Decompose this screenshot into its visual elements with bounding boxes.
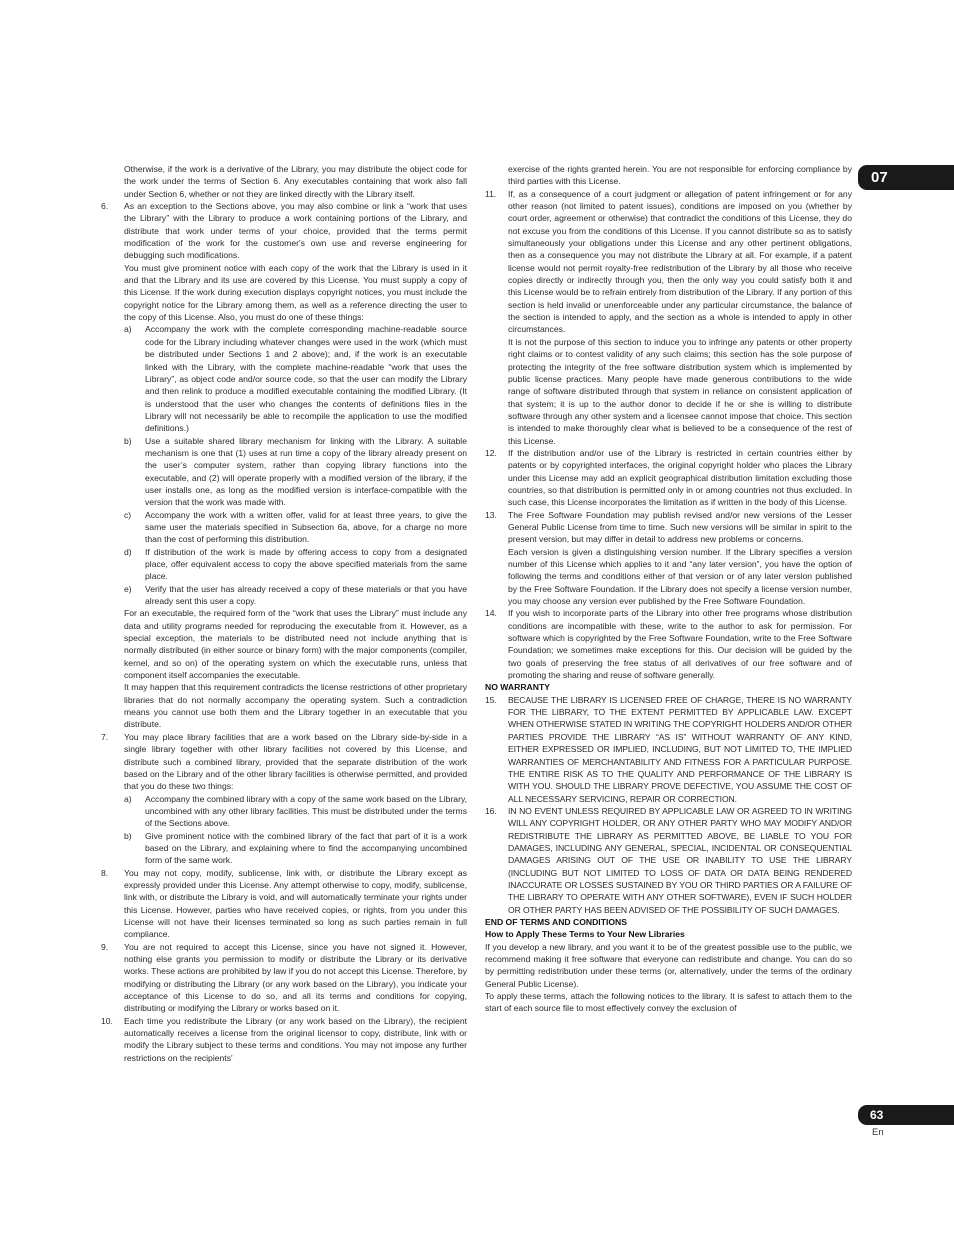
page-number-tab: 63: [858, 1105, 954, 1125]
paragraph: Accompany the combined library with a copy of the same work based on the Library, uncombined with any other library facilities. This must be distributed under the terms of the Sections above.: [145, 793, 467, 829]
paragraph: Accompany the work with the complete corresponding machine-readable source code for the Library including whatever changes were used in the work (which must be distributed under Sections 1 and 2 above); and, if the work is an executable linked with the Library, with the complete machine-readable “work that uses the Library”, as object code and/or source code, so that the user can modify the Library and then relink to produce a modified executable containing the modified Library. (It is understood that the user who changes the contents of definitions files in the Library will not necessarily be able to recompile the application to use the modified definitions.): [145, 324, 467, 434]
section-number: 15.: [485, 694, 497, 705]
paragraph: If you develop a new library, and you want it to be of the greatest possible use to the public, we recommend making it free software that everyone can redistribute and change. You can do so by permitting redistribution under these terms (or, alternatively, under the terms of the ordinary General Public License).: [485, 941, 852, 989]
how-to-apply-heading: How to Apply These Terms to Your New Libraries: [485, 929, 685, 940]
paragraph: Use a suitable shared library mechanism for linking with the Library. A suitable mechanism is one that (1) uses at run time a copy of the library already present on the user’s computer system, rather than copying library functions into the executable, and (2) will operate properly with a modified version of the library, if the user installs one, as long as the modified version is interface-compatible with the version that the work was made with.: [145, 435, 467, 508]
paragraph: As an exception to the Sections above, you may also combine or link a “work that uses the Library” with the Library to produce a work containing portions of the Library, and distribute that work under terms of your choice, provided that the terms permit modification of the work for the customer's own use and reverse engineering for debugging such modifications.: [124, 201, 467, 261]
paragraph: You are not required to accept this License, since you have not signed it. However, nothing else grants you permission to modify or distribute the Library or its derivative works. These actions are prohibited by law if you do not accept this License. Therefore, by modifying or distributing the Library (or any work based on the Library), you indicate your acceptance of this License to do so, and all its terms and conditions for copying, distributing or modifying the Library or works based on it.: [124, 941, 467, 1014]
section-number: 10.: [101, 1015, 113, 1026]
item-letter: d): [124, 546, 132, 557]
paragraph: Verify that the user has already received a copy of these materials or that you have already sent this user a copy.: [145, 583, 467, 607]
paragraph: The Free Software Foundation may publish revised and/or new versions of the Lesser General Public License from time to time. Such new versions will be similar in spirit to the present version, but may differ in detail to address new problems or concerns.: [508, 509, 852, 545]
paragraph: Each time you redistribute the Library (or any work based on the Library), the recipient automatically receives a license from the original licensor to copy, distribute, link with or modify the Library subject to these terms and conditions. You may not impose any further restrictions on the recipients': [124, 1015, 467, 1063]
left-column: [101, 163, 467, 1064]
section-6-item-e: [101, 583, 467, 608]
section-number: 16.: [485, 805, 497, 816]
paragraph: If distribution of the work is made by offering access to copy from a designated place, offer equivalent access to copy the above specified materials from the same place.: [145, 546, 467, 582]
section-6: [101, 200, 467, 323]
paragraph: IN NO EVENT UNLESS REQUIRED BY APPLICABLE LAW OR AGREED TO IN WRITING WILL ANY COPYRIGHT HOLDER, OR ANY OTHER PARTY WHO MAY MODIFY AND/OR REDISTRIBUTE THE LIBRARY AS PERMITTED ABOVE, BE LIABLE TO YOU FOR DAMAGES, INCLUDING ANY GENERAL, SPECIAL, INCIDENTAL OR CONSEQUENTIAL DAMAGES ARISING OUT OF THE USE OR INABILITY TO USE THE LIBRARY (INCLUDING BUT NOT LIMITED TO LOSS OF DATA OR DATA BEING RENDERED INACCURATE OR LOSSES SUSTAINED BY YOU OR THIRD PARTIES OR A FAILURE OF THE LIBRARY TO OPERATE WITH ANY OTHER SOFTWARE), EVEN IF SUCH HOLDER OR OTHER PARTY HAS BEEN ADVISED OF THE POSSIBILITY OF SUCH DAMAGES.: [508, 805, 852, 915]
section-13: [485, 509, 852, 608]
section-number: 6.: [101, 201, 109, 212]
paragraph: For an executable, the required form of the “work that uses the Library” must include any data and utility programs needed for reproducing the executable from it. However, as a special exception, the materials to be distributed need not include anything that is normally distributed (in either source or binary form) with the major components (compiler, kernel, and so on) of the operating system on which the executable runs, unless that component itself accompanies the executable.: [124, 608, 467, 681]
section-number: 7.: [101, 731, 109, 742]
section-number: 9.: [101, 941, 109, 952]
language-label: En: [872, 1127, 884, 1138]
section-number: 11.: [485, 188, 497, 199]
section-12: [485, 447, 852, 509]
paragraph: You must give prominent notice with each copy of the work that the Library is used in it and that the Library and its use are covered by this License. You must supply a copy of this License. If the work during execution displays copyright notices, you must include the copyright notice for the Library among them, as well as a reference directing the user to the copy of this License. Also, you must do one of these things:: [124, 262, 467, 323]
paragraph: If you wish to incorporate parts of the Library into other free programs whose distribution conditions are incompatible with these, write to the author to ask for permission. For software which is copyrighted by the Free Software Foundation, write to the Free Software Foundation; we sometimes make exceptions for this. Our decision will be guided by the two goals of preserving the free status of all derivatives of our free software and of promoting the sharing and reuse of software generally.: [508, 608, 852, 681]
section-number: 13.: [485, 509, 497, 520]
section-number: 14.: [485, 608, 497, 619]
paragraph: BECAUSE THE LIBRARY IS LICENSED FREE OF CHARGE, THERE IS NO WARRANTY FOR THE LIBRARY, TO THE EXTENT PERMITTED BY APPLICABLE LAW. EXCEPT WHEN OTHERWISE STATED IN WRITING THE COPYRIGHT HOLDERS AND/OR OTHER PARTIES PROVIDE THE LIBRARY “AS IS” WITHOUT WARRANTY OF ANY KIND, EITHER EXPRESSED OR IMPLIED, INCLUDING, BUT NOT LIMITED TO, THE IMPLIED WARRANTIES OF MERCHANTABILITY AND FITNESS FOR A PARTICULAR PURPOSE. THE ENTIRE RISK AS TO THE QUALITY AND PERFORMANCE OF THE LIBRARY IS WITH YOU. SHOULD THE LIBRARY PROVE DEFECTIVE, YOU ASSUME THE COST OF ALL NECESSARY SERVICING, REPAIR OR CORRECTION.: [508, 694, 852, 804]
section-11: [485, 188, 852, 447]
section-number: 12.: [485, 447, 497, 458]
section-number: 8.: [101, 867, 109, 878]
item-letter: a): [124, 793, 132, 804]
paragraph: It is not the purpose of this section to induce you to infringe any patents or other property right claims or to contest validity of any such claims; this section has the sole purpose of protecting the integrity of the free software distribution system which is implemented by public license practices. Many people have made generous contributions to the wide range of software distributed through that system in reliance on consistent application of that system; it is up to the author donor to decide if he or she is willing to distribute software through any other system and a licensee cannot impose that choice. This section is intended to make thoroughly clear what is believed to be a consequence of the rest of this License.: [508, 336, 852, 446]
section-6-item-b: [101, 435, 467, 509]
item-letter: c): [124, 509, 132, 520]
section-6-item-c: [101, 509, 467, 546]
paragraph: It may happen that this requirement contradicts the license restrictions of other proprietary libraries that do not normally accompany the operating system. Such a contradiction means you cannot use both them and the Library together in an executable that you distribute.: [124, 682, 467, 730]
paragraph: If the distribution and/or use of the Library is restricted in certain countries either by patents or by copyrighted interfaces, the original copyright holder who places the Library under this License may add an explicit geographical distribution limitation excluding those countries, so that distribution is permitted only in or among countries not thus excluded. In such case, this License incorporates the limitation as if written in the body of this License.: [508, 447, 852, 508]
section-14: [485, 607, 852, 681]
section-8: [101, 867, 467, 941]
no-warranty-heading: NO WARRANTY: [485, 682, 550, 693]
section-6-item-d: [101, 546, 467, 583]
section-7-item-a: [101, 793, 467, 830]
paragraph: If, as a consequence of a court judgment or allegation of patent infringement or for any other reason (not limited to patent issues), conditions are imposed on you (whether by court order, agreement or otherwise) that contradict the conditions of this License, they do not excuse you from the conditions of this License. If you cannot distribute so as to satisfy simultaneously your obligations under this License and any other pertinent obligations, then as a consequence you may not distribute the Library at all. For example, if a patent license would not permit royalty-free redistribution of the Library by all those who receive copies directly or indirectly through you, then the only way you could satisfy both it and this License would be to refrain entirely from distribution of the Library. If any portion of this section is held invalid or unenforceable under any particular circumstance, the balance of the section is intended to apply, and the section as a whole is intended to apply in other circumstances.: [508, 188, 852, 335]
paragraph: You may not copy, modify, sublicense, link with, or distribute the Library except as expressly provided under this License. Any attempt otherwise to copy, modify, sublicense, link with, or distribute the Library is void, and will automatically terminate your rights under this License. However, parties who have received copies, or rights, from you under this License will not have their licenses terminated so long as such parties remain in full compliance.: [124, 867, 467, 940]
section-7-item-b: [101, 830, 467, 867]
item-letter: b): [124, 435, 132, 446]
section-16: [485, 805, 852, 916]
paragraph: To apply these terms, attach the following notices to the library. It is safest to attach them to the start of each source file to most effectively convey the exclusion of: [485, 991, 852, 1014]
item-letter: b): [124, 830, 132, 841]
chapter-tab: 07: [858, 165, 954, 190]
paragraph: Give prominent notice with the combined library of the fact that part of it is a work based on the Library, and explaining where to find the accompanying uncombined form of the same work.: [145, 830, 467, 866]
item-letter: a): [124, 324, 132, 335]
paragraph: exercise of the rights granted herein. You are not responsible for enforcing compliance by third parties with this License.: [508, 164, 852, 187]
section-10: [101, 1015, 467, 1064]
paragraph: You may place library facilities that are a work based on the Library side-by-side in a single library together with other library facilities not covered by this License, and distribute such a combined library, provided that the separate distribution of the work based on the Library and of the other library facilities is otherwise permitted, and provided that you do these two things:: [124, 731, 467, 792]
right-column: [485, 163, 852, 1015]
paragraph: Each version is given a distinguishing version number. If the Library specifies a version number of this License which applies to it and “any later version”, you have the option of following the terms and conditions either of that version or of any later version published by the Free Software Foundation. If the Library does not specify a license version number, you may choose any version ever published by the Free Software Foundation.: [508, 546, 852, 607]
paragraph: Otherwise, if the work is a derivative of the Library, you may distribute the object code for the work under the terms of Section 6. Any executables containing that work also fall under Section 6, whether or not they are linked directly with the Library itself.: [124, 164, 467, 199]
paragraph: Accompany the work with a written offer, valid for at least three years, to give the same user the materials specified in Subsection 6a, above, for a charge no more than the cost of performing this distribution.: [145, 509, 467, 545]
section-7: [101, 731, 467, 793]
section-6-item-a: [101, 323, 467, 434]
section-9: [101, 941, 467, 1015]
item-letter: e): [124, 583, 132, 594]
section-15: [485, 694, 852, 805]
end-of-terms-heading: END OF TERMS AND CONDITIONS: [485, 916, 627, 927]
